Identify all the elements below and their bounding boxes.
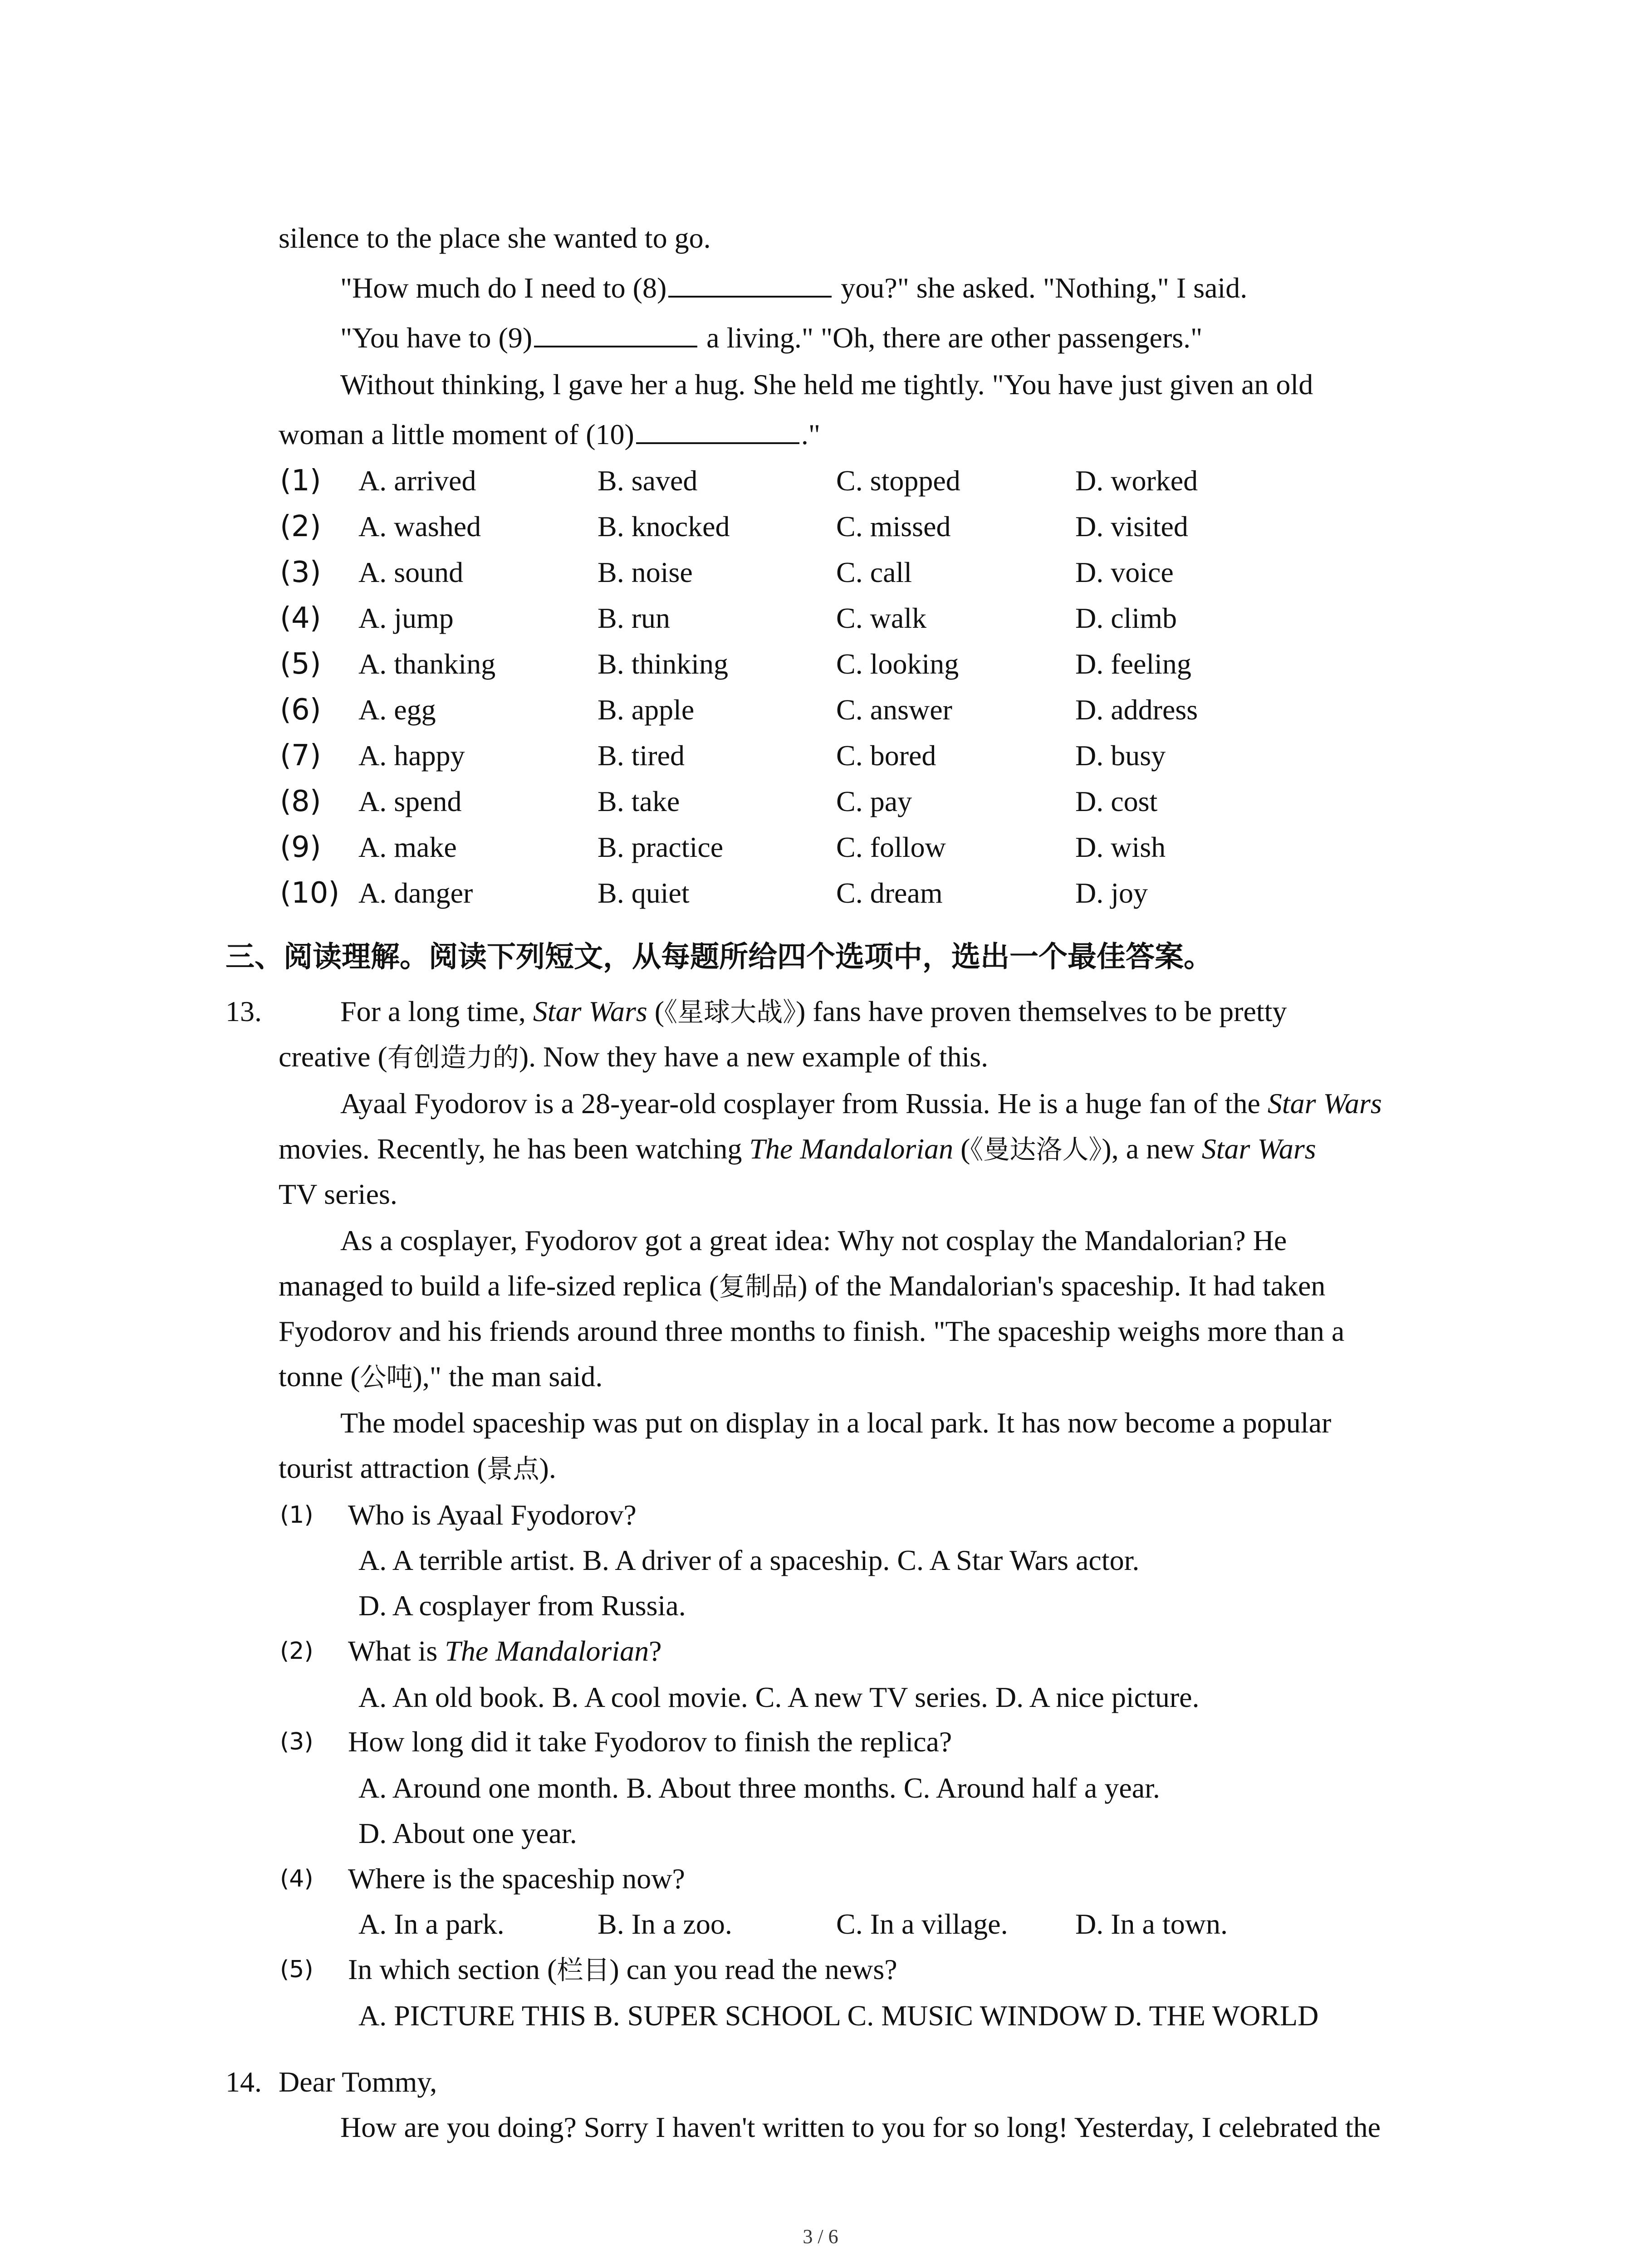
blank-9[interactable] bbox=[534, 320, 697, 347]
q14-line1: How are you doing? Sorry I haven't written to you for so long! Yesterday, I celebrated the bbox=[340, 2111, 1381, 2143]
cloze-option-d: D. feeling bbox=[1075, 648, 1191, 680]
cloze-option-a: A. jump bbox=[358, 602, 454, 634]
cloze-option-number: (1) bbox=[280, 464, 321, 498]
q13-sub1-question: Who is Ayaal Fyodorov? bbox=[348, 1499, 637, 1531]
q13-sub4-option-c: C. In a village. bbox=[836, 1908, 1008, 1940]
cloze-option-number: (8) bbox=[280, 785, 321, 818]
q13-sub1-options-row1: A. A terrible artist. B. A driver of a spaceship. C. A Star Wars actor. bbox=[358, 1544, 1140, 1576]
cloze-option-a: A. egg bbox=[358, 694, 436, 726]
section-heading: 三、阅读理解。阅读下列短文，从每题所给四个选项中，选出一个最佳答案。 bbox=[225, 940, 1213, 974]
q13-para4-line2: tourist attraction (景点). bbox=[279, 1452, 556, 1484]
cloze-line-3: "You have to (9) a living." "Oh, there are other passengers." bbox=[340, 320, 1202, 356]
cloze-option-c: C. dream bbox=[836, 877, 943, 909]
cloze-option-a: A. danger bbox=[358, 877, 473, 909]
cloze-option-c: C. follow bbox=[836, 831, 946, 863]
q13-sub5-question: In which section (栏目) can you read the news? bbox=[348, 1953, 897, 1985]
cloze-option-c: C. bored bbox=[836, 739, 936, 772]
cloze-option-b: B. take bbox=[598, 785, 680, 817]
q13-para4-line1: The model spaceship was put on display in a local park. It has now become a popular bbox=[340, 1407, 1332, 1439]
cloze-option-a: A. sound bbox=[358, 556, 464, 588]
q13-sub3-question: How long did it take Fyodorov to finish the replica? bbox=[348, 1725, 952, 1758]
cloze-option-d: D. voice bbox=[1075, 556, 1174, 588]
cloze-option-number: (5) bbox=[280, 647, 321, 681]
cloze-option-number: (9) bbox=[280, 831, 321, 864]
q13-sub3-number: (3) bbox=[280, 1728, 314, 1755]
q14-number: 14. bbox=[225, 2066, 262, 2098]
q13-para3-line4: tonne (公吨)," the man said. bbox=[279, 1360, 603, 1393]
q14-greeting: Dear Tommy, bbox=[279, 2066, 437, 2098]
q13-sub3-options-row2: D. About one year. bbox=[358, 1817, 577, 1849]
cloze-option-b: B. saved bbox=[598, 464, 698, 497]
q13-sub2-number: (2) bbox=[280, 1637, 314, 1665]
q13-sub2-question: What is The Mandalorian? bbox=[348, 1635, 662, 1667]
cloze-option-c: C. answer bbox=[836, 694, 952, 726]
q13-para3-line1: As a cosplayer, Fyodorov got a great idea: Why not cosplay the Mandalorian? He bbox=[340, 1224, 1287, 1256]
q13-para2-line2: movies. Recently, he has been watching The Mandalorian (《曼达洛人》), a new Star Wars bbox=[279, 1133, 1316, 1165]
cloze-line-2: "How much do I need to (8) you?" she asked. "Nothing," I said. bbox=[340, 270, 1247, 306]
cloze-option-c: C. stopped bbox=[836, 464, 960, 497]
cloze-option-number: (2) bbox=[280, 510, 321, 543]
cloze-option-a: A. arrived bbox=[358, 464, 476, 497]
cloze-line-5: woman a little moment of (10) ." bbox=[279, 416, 820, 453]
cloze-option-c: C. pay bbox=[836, 785, 912, 817]
cloze-option-b: B. apple bbox=[598, 694, 695, 726]
cloze-option-d: D. wish bbox=[1075, 831, 1166, 863]
cloze-option-b: B. thinking bbox=[598, 648, 729, 680]
q13-sub4-question: Where is the spaceship now? bbox=[348, 1862, 685, 1895]
cloze-option-c: C. walk bbox=[836, 602, 927, 634]
q13-sub5-number: (5) bbox=[280, 1956, 314, 1983]
cloze-option-c: C. call bbox=[836, 556, 912, 588]
q13-sub1-number: (1) bbox=[280, 1501, 314, 1529]
cloze-option-number: (10) bbox=[280, 876, 340, 910]
cloze-option-d: D. climb bbox=[1075, 602, 1177, 634]
page-number: 3 / 6 bbox=[803, 2225, 838, 2248]
cloze-option-a: A. spend bbox=[358, 785, 462, 817]
q13-para3-line3: Fyodorov and his friends around three months to finish. "The spaceship weighs more than a bbox=[279, 1315, 1345, 1347]
cloze-option-d: D. address bbox=[1075, 694, 1198, 726]
cloze-option-b: B. knocked bbox=[598, 510, 730, 543]
cloze-option-c: C. missed bbox=[836, 510, 951, 543]
cloze-option-number: (4) bbox=[280, 601, 321, 635]
cloze-option-a: A. thanking bbox=[358, 648, 496, 680]
q13-para2-line1: Ayaal Fyodorov is a 28-year-old cosplayer from Russia. He is a huge fan of the Star Wars bbox=[340, 1087, 1382, 1119]
cloze-line-4: Without thinking, l gave her a hug. She held me tightly. "You have just given an old bbox=[340, 368, 1313, 401]
q13-sub4-number: (4) bbox=[280, 1865, 314, 1892]
cloze-option-b: B. run bbox=[598, 602, 670, 634]
cloze-option-a: A. washed bbox=[358, 510, 481, 543]
cloze-option-b: B. quiet bbox=[598, 877, 690, 909]
blank-8[interactable] bbox=[668, 270, 832, 298]
cloze-option-number: (3) bbox=[280, 556, 321, 589]
cloze-option-number: (6) bbox=[280, 693, 321, 727]
cloze-option-a: A. happy bbox=[358, 739, 465, 772]
cloze-option-d: D. busy bbox=[1075, 739, 1166, 772]
q13-sub4-option-b: B. In a zoo. bbox=[598, 1908, 732, 1940]
cloze-option-b: B. tired bbox=[598, 739, 685, 772]
q13-sub3-options-row1: A. Around one month. B. About three months. C. Around half a year. bbox=[358, 1772, 1160, 1804]
cloze-option-c: C. looking bbox=[836, 648, 959, 680]
cloze-line-1: silence to the place she wanted to go. bbox=[279, 222, 711, 254]
blank-10[interactable] bbox=[636, 417, 799, 444]
q13-para3-line2: managed to build a life-sized replica (复制品) of the Mandalorian's spaceship. It had taken bbox=[279, 1270, 1326, 1302]
cloze-option-d: D. joy bbox=[1075, 877, 1148, 909]
q13-number: 13. bbox=[225, 995, 262, 1027]
q13-para1-line1: For a long time, Star Wars (《星球大战》) fans have proven themselves to be pretty bbox=[340, 995, 1287, 1027]
cloze-option-number: (7) bbox=[280, 739, 321, 772]
cloze-option-a: A. make bbox=[358, 831, 457, 863]
cloze-option-b: B. practice bbox=[598, 831, 724, 863]
cloze-option-d: D. visited bbox=[1075, 510, 1188, 543]
q13-sub4-option-d: D. In a town. bbox=[1075, 1908, 1228, 1940]
cloze-option-d: D. cost bbox=[1075, 785, 1158, 817]
q13-para2-line3: TV series. bbox=[279, 1178, 397, 1210]
cloze-option-d: D. worked bbox=[1075, 464, 1198, 497]
q13-sub5-options: A. PICTURE THIS B. SUPER SCHOOL C. MUSIC WINDOW D. THE WORLD bbox=[358, 1999, 1319, 2032]
q13-sub2-options: A. An old book. B. A cool movie. C. A new TV series. D. A nice picture. bbox=[358, 1681, 1200, 1713]
q13-para1-line2: creative (有创造力的). Now they have a new example of this. bbox=[279, 1041, 989, 1073]
cloze-option-b: B. noise bbox=[598, 556, 693, 588]
q13-sub4-option-a: A. In a park. bbox=[358, 1908, 505, 1940]
q13-sub1-options-row2: D. A cosplayer from Russia. bbox=[358, 1589, 686, 1622]
